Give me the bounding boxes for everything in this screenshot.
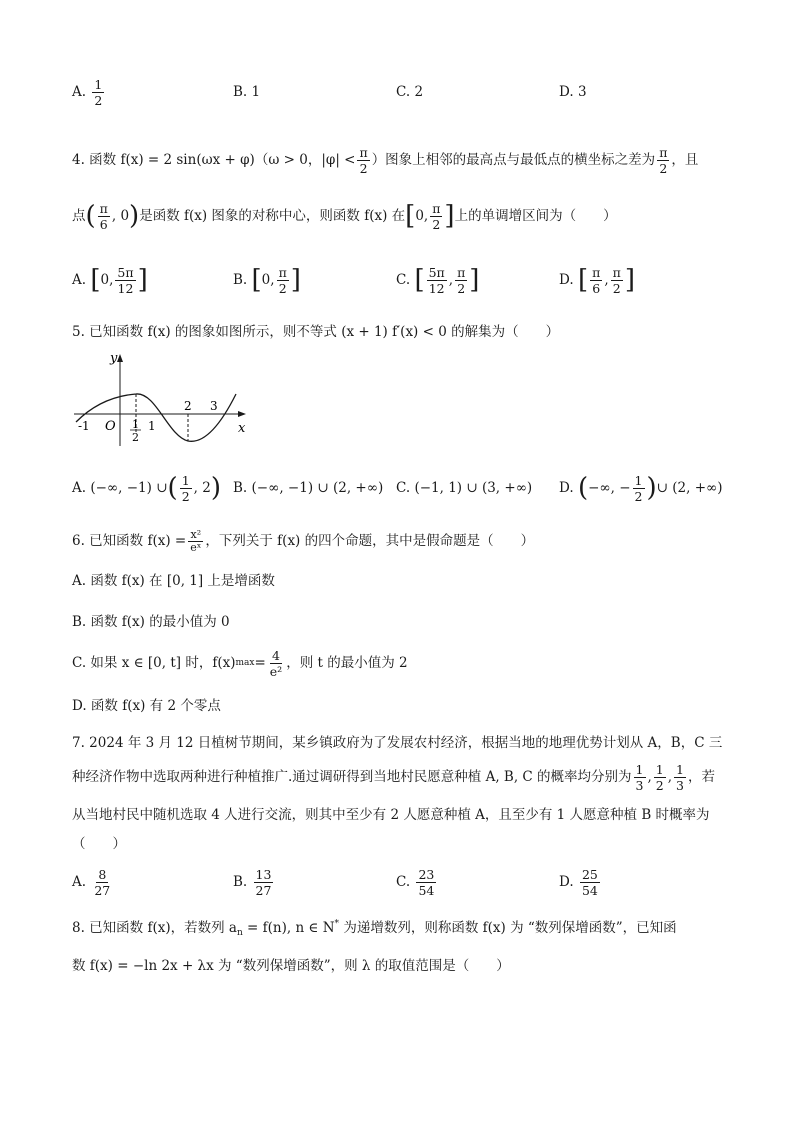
q4-option-c[interactable]: C. [ $\frac{5\pi}{12}$ , $\frac{\pi}{2}$ ] — [396, 264, 480, 296]
q5-option-a[interactable]: A. (−∞, −1) ∪ ( $\frac{1}{2}$ , 2 ) — [72, 472, 221, 504]
q4-stem-line1: 4. 函数 f(x) = 2 sin(ωx + φ)（ω > 0，|φ| < $\frac{\pi}{2}$ ）图象上相邻的最高点与最低点的横坐标之差为 $\frac{\pi}{2}$ ，且 — [72, 144, 699, 176]
q4-options — [72, 258, 732, 302]
y-label: y — [110, 351, 118, 366]
q8-stem-line2: 数 f(x) = −ln 2x + λx 为 “数列保增函数”，则 λ 的取值范围是（ ） — [72, 958, 510, 974]
tick-half-den: 2 — [132, 431, 139, 444]
q5-option-b[interactable]: B. (−∞, −1) ∪ (2, +∞) — [233, 480, 384, 496]
q4-option-d[interactable]: D. [ $\frac{\pi}{6}$ , $\frac{\pi}{2}$ ] — [559, 264, 635, 296]
q6-stem: 6. 已知函数 f(x) = $\frac{\text{x²}}{\text{eˣ}}$ ，下列关于 f(x) 的四个命题，其中是假命题是（ ） — [72, 527, 535, 554]
q6-option-d[interactable]: D. 函数 f(x) 有 2 个零点 — [72, 698, 221, 714]
q7-stem-line3: 从当地村民中随机选取 4 人进行交流，则其中至少有 2 人愿意种植 A，且至少有 1 人愿意种植 B 时概率为 — [72, 807, 710, 823]
q3-option-b[interactable]: B. 1 — [233, 84, 261, 100]
q6-option-b[interactable]: B. 函数 f(x) 的最小值为 0 — [72, 614, 230, 630]
q3-option-a[interactable]: A. $\frac{1}{2}$ — [72, 76, 103, 108]
x-label: x — [238, 421, 246, 436]
q5-option-d[interactable]: D. ( −∞, − $\frac{1}{2}$ ) ∪ (2, +∞) — [559, 472, 723, 504]
q6-option-a[interactable]: A. 函数 f(x) 在 [0, 1] 上是增函数 — [72, 573, 275, 589]
q5-option-c[interactable]: C. (−1, 1) ∪ (3, +∞) — [396, 480, 533, 496]
q7-option-c[interactable]: C. $\frac{23}{54}$ — [396, 866, 435, 898]
origin-label: O — [105, 419, 116, 434]
q5-options — [72, 466, 732, 510]
q3-option-c[interactable]: C. 2 — [396, 84, 424, 100]
q4-option-b[interactable]: B. [ 0, $\frac{\pi}{2}$ ] — [233, 264, 301, 296]
q6-option-c[interactable]: C. 如果 x ∈ [0, t] 时，f(x) max = $\frac{4}{\text{e²}}$ ，则 t 的最小值为 2 — [72, 647, 408, 679]
q7-option-b[interactable]: B. $\frac{13}{27}$ — [233, 866, 272, 898]
tick-1: 1 — [148, 419, 156, 433]
q7-options — [72, 860, 732, 904]
tick-half-num: 1 — [132, 418, 139, 431]
q7-stem-line1: 7. 2024 年 3 月 12 日植树节期间，某乡镇政府为了发展农村经济，根据当地的地理优势计划从 A，B，C 三 — [72, 735, 723, 751]
tick-2: 2 — [184, 399, 192, 413]
q8-stem-line1: 8. 已知函数 f(x)，若数列 $a_n = f(n)$, n ∈ N* 为递增数列，则称函数 f(x) 为 “数列保增函数”，已知函 — [72, 919, 677, 938]
q3-option-d[interactable]: D. 3 — [559, 84, 587, 100]
q7-stem-line4: （ ） — [72, 836, 126, 852]
tick-3: 3 — [210, 399, 218, 413]
q5-stem: 5. 已知函数 f(x) 的图象如图所示，则不等式 (x + 1) f′(x) < 0 的解集为（ ） — [72, 324, 560, 340]
x-axis-arrow — [238, 411, 246, 417]
q4-option-a[interactable]: A. [ 0, $\frac{5\pi}{12}$ ] — [72, 264, 148, 296]
q7-option-d[interactable]: D. $\frac{25}{54}$ — [559, 866, 598, 898]
y-axis-arrow — [117, 354, 123, 362]
tick-neg1: -1 — [78, 419, 90, 433]
fraction: $\frac{1}{2}$ — [94, 76, 103, 108]
q7-stem-line2: 种经济作物中选取两种进行种植推广.通过调研得到当地村民愿意种植 A, B, C 的概率均分别为 $\frac{1}{3}$ , $\frac{1}{2}$ , $\frac{1}{3}$ ，若 — [72, 761, 715, 793]
q5-function-graph — [70, 348, 250, 448]
q7-option-a[interactable]: A. $\frac{8}{27}$ — [72, 866, 111, 898]
q3-options — [72, 70, 732, 114]
q4-stem-line2: 点 ( $\frac{\pi}{6}$ , 0 ) 是函数 f(x) 图象的对称中心，则函数 f(x) 在 [ 0, $\frac{\pi}{2}$ ] 上的单调增区间为（ ） — [72, 200, 617, 232]
